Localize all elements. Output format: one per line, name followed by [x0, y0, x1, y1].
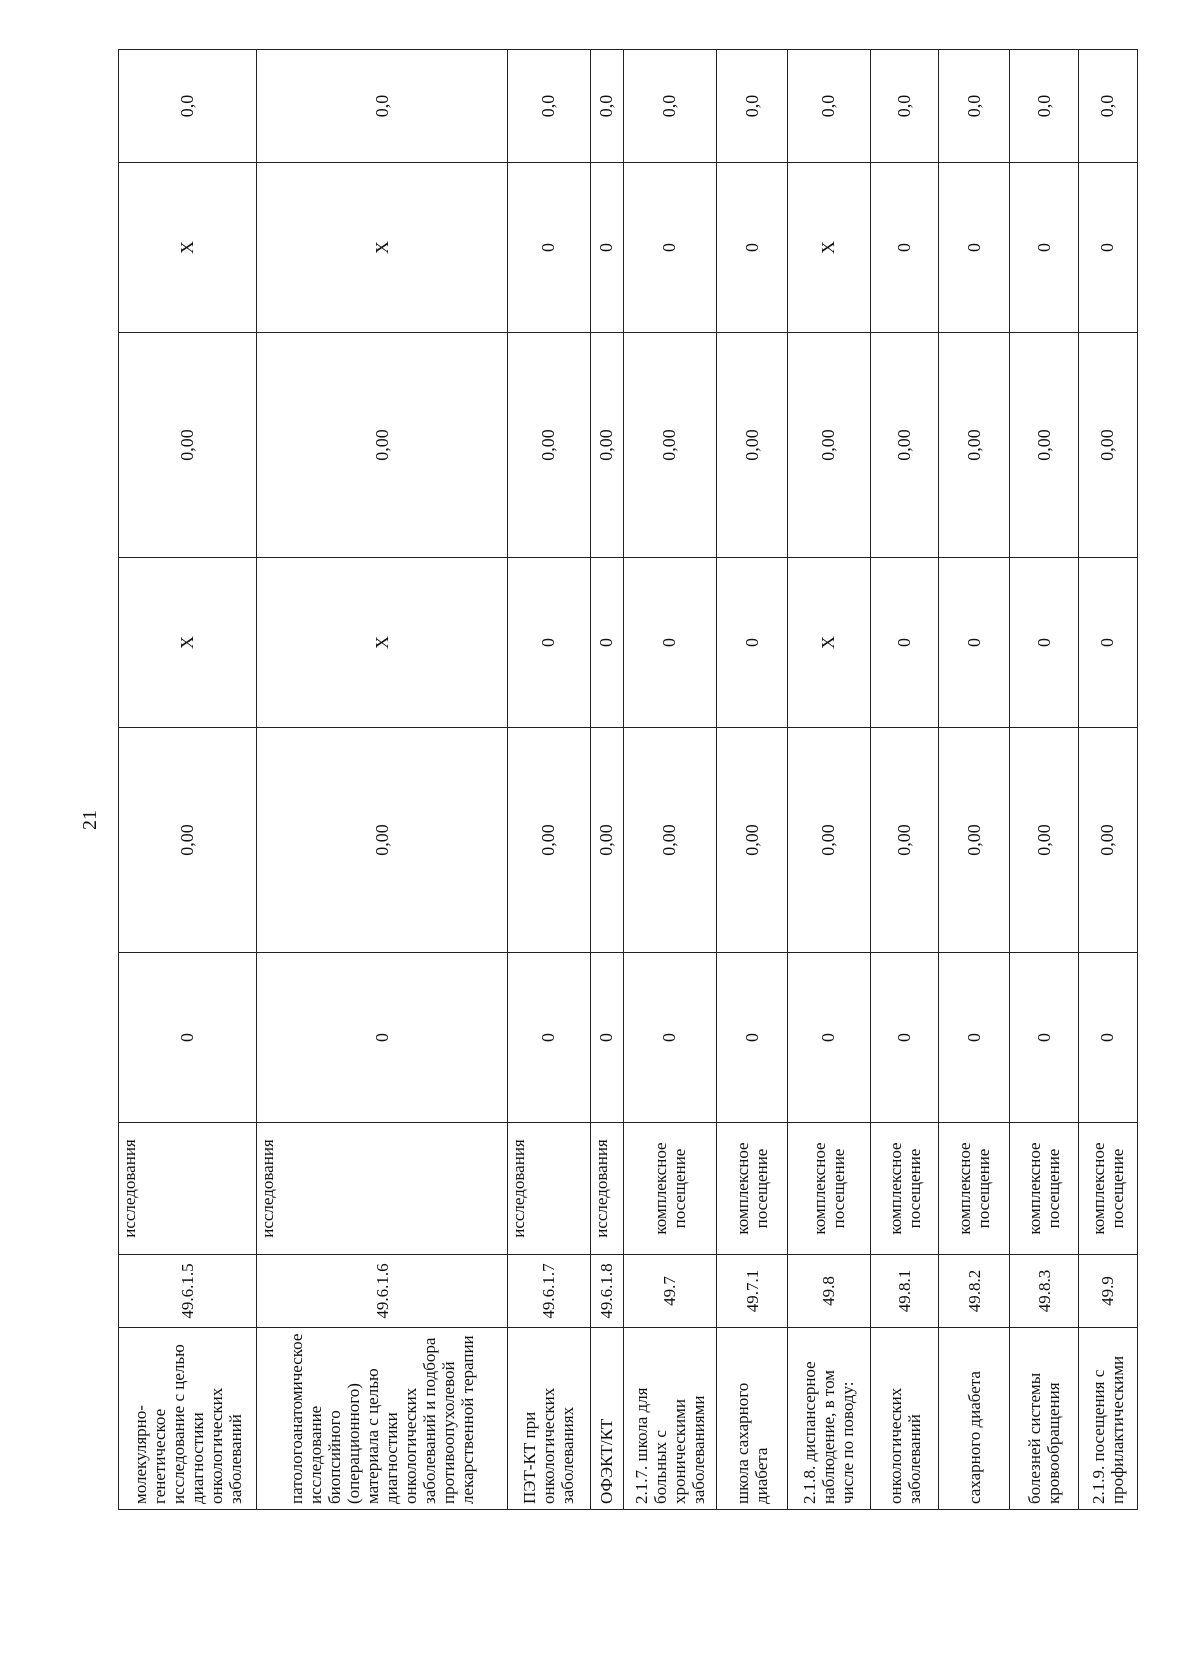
- value-3: 0: [507, 558, 590, 728]
- value-4: 0,00: [257, 333, 508, 558]
- value-1: 0: [788, 953, 871, 1123]
- value-5: X: [257, 163, 508, 333]
- row-unit: исследования: [590, 1123, 623, 1255]
- row-name: патологоанатомическое исследование биопсийного (операционного) материала с целью диагностики онкологических заболеваний и подбора противоопухолевой лекарственной терапии: [257, 1328, 508, 1510]
- row-code: 49.7.1: [717, 1255, 788, 1328]
- value-3: 0: [939, 558, 1010, 728]
- value-5: 0: [939, 163, 1010, 333]
- row-code: 49.9: [1078, 1255, 1137, 1328]
- value-1: 0: [870, 953, 939, 1123]
- value-6: 0,0: [1010, 50, 1079, 163]
- value-3: 0: [1010, 558, 1079, 728]
- row-name: ОФЭКТ/КТ: [590, 1328, 623, 1510]
- value-3: X: [119, 558, 257, 728]
- row-name: сахарного диабета: [939, 1328, 1010, 1510]
- value-4: 0,00: [788, 333, 871, 558]
- row-name: болезней системы кровообращения: [1010, 1328, 1079, 1510]
- value-2: 0,00: [1010, 728, 1079, 953]
- value-1: 0: [939, 953, 1010, 1123]
- table-row: [590, 50, 623, 1510]
- row-code: 49.8.3: [1010, 1255, 1079, 1328]
- row-name: школа сахарного диабета: [717, 1328, 788, 1510]
- row-name: онкологических заболеваний: [870, 1328, 939, 1510]
- row-unit: исследования: [257, 1123, 508, 1255]
- value-3: 0: [870, 558, 939, 728]
- value-5: 0: [717, 163, 788, 333]
- value-4: 0,00: [119, 333, 257, 558]
- row-name: 2.1.7. школа для больных с хроническими заболеваниями: [623, 1328, 716, 1510]
- row-name: 2.1.9. посещения с профилактическими: [1078, 1328, 1137, 1510]
- value-6: 0,0: [507, 50, 590, 163]
- value-1: 0: [623, 953, 716, 1123]
- value-5: X: [119, 163, 257, 333]
- row-code: 49.8.2: [939, 1255, 1010, 1328]
- row-name: ПЭТ-КТ при онкологических заболеваниях: [507, 1328, 590, 1510]
- value-3: X: [257, 558, 508, 728]
- value-4: 0,00: [590, 333, 623, 558]
- value-1: 0: [1078, 953, 1137, 1123]
- row-code: 49.6.1.6: [257, 1255, 508, 1328]
- row-unit: исследования: [507, 1123, 590, 1255]
- value-1: 0: [717, 953, 788, 1123]
- table-row: [257, 50, 508, 1510]
- row-name: молекулярно-генетическое исследование с целью диагностики онкологических заболеваний: [119, 1328, 257, 1510]
- value-4: 0,00: [1010, 333, 1079, 558]
- value-6: 0,0: [119, 50, 257, 163]
- value-3: 0: [1078, 558, 1137, 728]
- row-name: 2.1.8. диспансерное наблюдение, в том числе по поводу:: [788, 1328, 871, 1510]
- value-5: X: [788, 163, 871, 333]
- row-code: 49.6.1.5: [119, 1255, 257, 1328]
- value-1: 0: [507, 953, 590, 1123]
- value-4: 0,00: [939, 333, 1010, 558]
- value-4: 0,00: [507, 333, 590, 558]
- value-2: 0,00: [1078, 728, 1137, 953]
- value-6: 0,0: [939, 50, 1010, 163]
- value-3: 0: [717, 558, 788, 728]
- row-code: 49.7: [623, 1255, 716, 1328]
- value-4: 0,00: [1078, 333, 1137, 558]
- value-2: 0,00: [507, 728, 590, 953]
- value-6: 0,0: [623, 50, 716, 163]
- value-5: 0: [1010, 163, 1079, 333]
- row-code: 49.6.1.8: [590, 1255, 623, 1328]
- value-5: 0: [590, 163, 623, 333]
- value-6: 0,0: [590, 50, 623, 163]
- row-code: 49.8.1: [870, 1255, 939, 1328]
- row-unit: комплексное посещение: [623, 1123, 716, 1255]
- value-6: 0,0: [1078, 50, 1137, 163]
- table-body: [119, 50, 1138, 1510]
- table-row: [717, 50, 788, 1510]
- value-1: 0: [1010, 953, 1079, 1123]
- value-1: 0: [590, 953, 623, 1123]
- value-5: 0: [870, 163, 939, 333]
- value-6: 0,0: [717, 50, 788, 163]
- value-3: X: [788, 558, 871, 728]
- row-unit: комплексное посещение: [717, 1123, 788, 1255]
- value-6: 0,0: [788, 50, 871, 163]
- value-2: 0,00: [939, 728, 1010, 953]
- table-row: [870, 50, 939, 1510]
- table-row: [939, 50, 1010, 1510]
- value-4: 0,00: [623, 333, 716, 558]
- table-row: [119, 50, 257, 1510]
- value-3: 0: [590, 558, 623, 728]
- value-2: 0,00: [870, 728, 939, 953]
- row-code: 49.8: [788, 1255, 871, 1328]
- row-unit: комплексное посещение: [1078, 1123, 1137, 1255]
- row-code: 49.6.1.7: [507, 1255, 590, 1328]
- rotated-table-container: [118, 50, 1138, 1510]
- value-6: 0,0: [870, 50, 939, 163]
- table-row: [1010, 50, 1079, 1510]
- row-unit: комплексное посещение: [939, 1123, 1010, 1255]
- page-number: 21: [79, 810, 101, 830]
- table-row: [788, 50, 871, 1510]
- table-row: [1078, 50, 1137, 1510]
- row-unit: комплексное посещение: [788, 1123, 871, 1255]
- table-row: [623, 50, 716, 1510]
- value-6: 0,0: [257, 50, 508, 163]
- row-unit: комплексное посещение: [870, 1123, 939, 1255]
- value-4: 0,00: [870, 333, 939, 558]
- value-3: 0: [623, 558, 716, 728]
- data-table: [118, 49, 1138, 1510]
- value-5: 0: [623, 163, 716, 333]
- row-unit: комплексное посещение: [1010, 1123, 1079, 1255]
- value-1: 0: [257, 953, 508, 1123]
- value-2: 0,00: [119, 728, 257, 953]
- value-2: 0,00: [788, 728, 871, 953]
- value-2: 0,00: [257, 728, 508, 953]
- table-row: [507, 50, 590, 1510]
- value-2: 0,00: [717, 728, 788, 953]
- value-4: 0,00: [717, 333, 788, 558]
- value-1: 0: [119, 953, 257, 1123]
- value-5: 0: [1078, 163, 1137, 333]
- value-5: 0: [507, 163, 590, 333]
- value-2: 0,00: [590, 728, 623, 953]
- row-unit: исследования: [119, 1123, 257, 1255]
- value-2: 0,00: [623, 728, 716, 953]
